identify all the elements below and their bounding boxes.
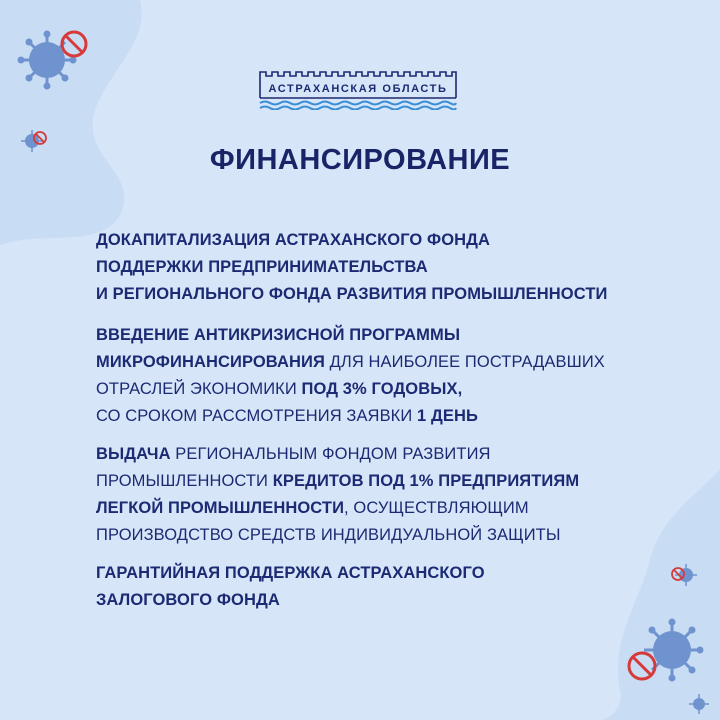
text-line <box>96 254 696 281</box>
text-run: ПРОМЫШЛЕННОСТИ <box>96 472 273 490</box>
text-run-bold: ВЫДАЧА <box>96 445 171 463</box>
text-line <box>96 227 696 254</box>
funding-item-4 <box>96 560 696 614</box>
funding-item-2 <box>96 322 696 430</box>
virus-stop-icon-bottom-right <box>622 612 712 692</box>
text-run-bold: ЗАЛОГОВОГО ФОНДА <box>96 591 280 609</box>
page-title: ФИНАНСИРОВАНИЕ <box>209 144 511 176</box>
text-run-bold: ЛЕГКОЙ ПРОМЫШЛЕННОСТИ <box>96 499 345 517</box>
text-run: ПРОИЗВОДСТВО СРЕДСТВ ИНДИВИДУАЛЬНОЙ ЗАЩИТЫ <box>96 526 561 544</box>
region-logo <box>258 70 458 110</box>
text-line <box>96 560 696 587</box>
text-run-bold: ПОДДЕРЖКИ ПРЕДПРИНИМАТЕЛЬСТВА <box>96 258 428 276</box>
text-run-bold: ПОД 3% ГОДОВЫХ, <box>301 380 463 398</box>
text-line <box>96 322 696 349</box>
text-line <box>96 281 696 308</box>
text-run-bold: ДОКАПИТАЛИЗАЦИЯ АСТРАХАНСКОГО ФОНДА <box>96 231 491 249</box>
text-run-bold: ВВЕДЕНИЕ АНТИКРИЗИСНОЙ ПРОГРАММЫ <box>96 326 461 344</box>
text-run-bold: ГАРАНТИЙНАЯ ПОДДЕРЖКА АСТРАХАНСКОГО <box>96 564 485 582</box>
text-line <box>96 587 696 614</box>
text-line <box>96 376 696 403</box>
text-line <box>96 522 696 549</box>
text-line <box>96 403 696 430</box>
text-run: СО СРОКОМ РАССМОТРЕНИЯ ЗАЯВКИ <box>96 407 418 425</box>
funding-item-3 <box>96 441 696 549</box>
text-run-bold: 1 ДЕНЬ <box>417 407 478 425</box>
text-run: ОТРАСЛЕЙ ЭКОНОМИКИ <box>96 380 302 398</box>
text-run-bold: МИКРОФИНАНСИРОВАНИЯ <box>96 353 325 371</box>
text-run-bold: И РЕГИОНАЛЬНОГО ФОНДА РАЗВИТИЯ ПРОМЫШЛЕННОСТИ <box>96 285 608 303</box>
text-line <box>96 349 696 376</box>
text-run: РЕГИОНАЛЬНЫМ ФОНДОМ РАЗВИТИЯ <box>170 445 491 463</box>
funding-item-1 <box>96 227 696 308</box>
text-run: ДЛЯ НАИБОЛЕЕ ПОСТРАДАВШИХ <box>324 353 605 371</box>
text-run-bold: КРЕДИТОВ ПОД 1% ПРЕДПРИЯТИЯМ <box>272 472 580 490</box>
text-line <box>96 495 696 522</box>
text-line <box>96 468 696 495</box>
virus-icon-bottom-corner <box>684 690 714 718</box>
region-name: АСТРАХАНСКАЯ ОБЛАСТЬ <box>268 83 448 95</box>
virus-stop-icon <box>14 22 94 92</box>
text-run: , ОСУЩЕСТВЛЯЮЩИМ <box>344 499 529 517</box>
text-line <box>96 441 696 468</box>
